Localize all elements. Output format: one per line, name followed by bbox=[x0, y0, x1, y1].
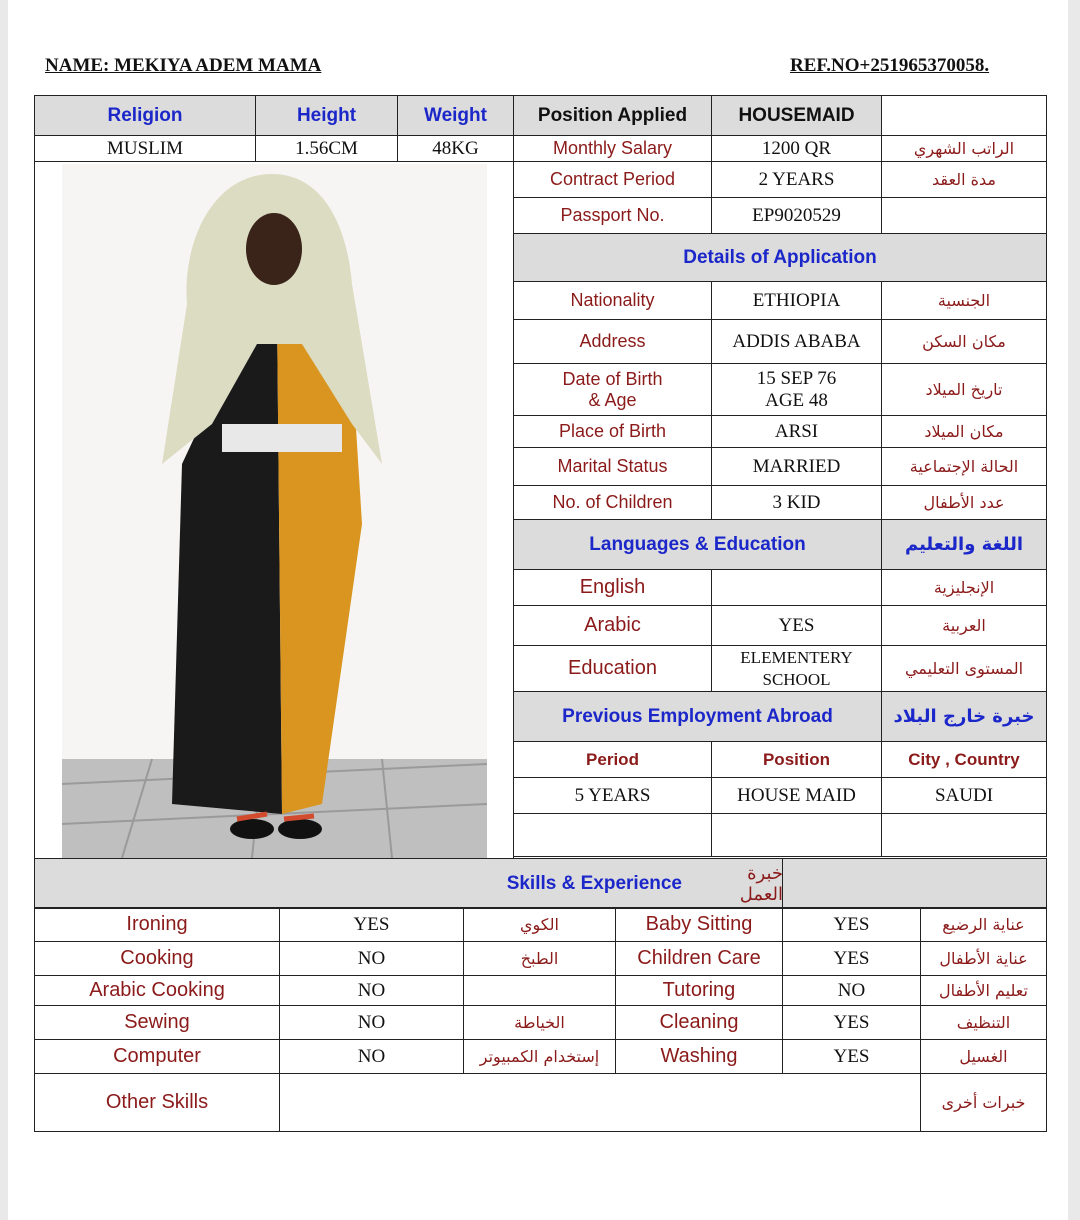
children-arabic: عدد الأطفال bbox=[882, 486, 1047, 520]
languages-section-title: Languages & Education bbox=[514, 520, 882, 570]
skill-childrencare-label: Children Care bbox=[616, 942, 783, 976]
skill-arabiccooking-arabic bbox=[464, 976, 616, 1006]
other-skills-arabic: خبرات أخرى bbox=[921, 1074, 1047, 1132]
employment-country-header: City , Country bbox=[882, 742, 1047, 778]
employment-section-title-arabic: خبرة خارج البلاد bbox=[882, 692, 1047, 742]
marital-status-label: Marital Status bbox=[514, 448, 712, 486]
skill-row bbox=[35, 976, 1047, 1006]
skills-section-title-arabic: خبرة العمل bbox=[783, 859, 1047, 909]
employment-position-header: Position bbox=[712, 742, 882, 778]
skill-cooking-arabic: الطبخ bbox=[464, 942, 616, 976]
skill-computer-label: Computer bbox=[35, 1040, 280, 1074]
skill-babysitting-label: Baby Sitting bbox=[616, 908, 783, 942]
arabic-label: Arabic bbox=[514, 606, 712, 646]
position-applied-label: Position Applied bbox=[514, 96, 712, 136]
skill-cleaning-value: YES bbox=[783, 1006, 921, 1040]
contract-period-arabic: مدة العقد bbox=[882, 162, 1047, 198]
passport-arabic bbox=[882, 198, 1047, 234]
address-value: ADDIS ABABA bbox=[712, 320, 882, 364]
skills-section-title: Skills & Experience bbox=[35, 859, 783, 909]
languages-section-title-arabic: اللغة والتعليم bbox=[882, 520, 1047, 570]
marital-status-arabic: الحالة الإجتماعية bbox=[882, 448, 1047, 486]
skill-washing-arabic: الغسيل bbox=[921, 1040, 1047, 1074]
skill-row bbox=[35, 942, 1047, 976]
height-header: Height bbox=[256, 96, 398, 136]
monthly-salary-value: 1200 QR bbox=[712, 136, 882, 162]
skill-sewing-value: NO bbox=[280, 1006, 464, 1040]
employment-section-title: Previous Employment Abroad bbox=[514, 692, 882, 742]
dob-label bbox=[514, 364, 712, 416]
dob-age: AGE 48 bbox=[765, 389, 828, 411]
education-value bbox=[712, 646, 882, 692]
other-skills-label: Other Skills bbox=[35, 1074, 280, 1132]
contract-period-label: Contract Period bbox=[514, 162, 712, 198]
weight-header: Weight bbox=[398, 96, 514, 136]
skill-washing-label: Washing bbox=[616, 1040, 783, 1074]
arabic-value: YES bbox=[712, 606, 882, 646]
skill-computer-value: NO bbox=[280, 1040, 464, 1074]
nationality-arabic: الجنسية bbox=[882, 282, 1047, 320]
skills-grid bbox=[34, 907, 1047, 1132]
skill-cooking-label: Cooking bbox=[35, 942, 280, 976]
nationality-label: Nationality bbox=[514, 282, 712, 320]
skill-tutoring-value: NO bbox=[783, 976, 921, 1006]
place-of-birth-value: ARSI bbox=[712, 416, 882, 448]
employment-position-value: HOUSE MAID bbox=[712, 778, 882, 814]
children-label: No. of Children bbox=[514, 486, 712, 520]
passport-label: Passport No. bbox=[514, 198, 712, 234]
position-applied-value: HOUSEMAID bbox=[712, 96, 882, 136]
place-of-birth-arabic: مكان الميلاد bbox=[882, 416, 1047, 448]
arabic-arabic: العربية bbox=[882, 606, 1047, 646]
skill-tutoring-arabic: تعليم الأطفال bbox=[921, 976, 1047, 1006]
religion-header: Religion bbox=[35, 96, 256, 136]
education-label: Education bbox=[514, 646, 712, 692]
monthly-salary-arabic: الراتب الشهري bbox=[882, 136, 1047, 162]
english-label: English bbox=[514, 570, 712, 606]
details-section-title: Details of Application bbox=[514, 234, 1047, 282]
address-label: Address bbox=[514, 320, 712, 364]
other-skills-value bbox=[280, 1074, 921, 1132]
skill-arabiccooking-value: NO bbox=[280, 976, 464, 1006]
skill-washing-value: YES bbox=[783, 1040, 921, 1074]
dob-value bbox=[712, 364, 882, 416]
employment-country-value: SAUDI bbox=[882, 778, 1047, 814]
skills-table bbox=[34, 858, 1047, 909]
skill-babysitting-value: YES bbox=[783, 908, 921, 942]
skill-childrencare-value: YES bbox=[783, 942, 921, 976]
skill-cleaning-label: Cleaning bbox=[616, 1006, 783, 1040]
top-info-table bbox=[34, 95, 1047, 162]
english-arabic: الإنجليزية bbox=[882, 570, 1047, 606]
passport-value: EP9020529 bbox=[712, 198, 882, 234]
dob-date: 15 SEP 76 bbox=[756, 367, 837, 389]
nationality-value: ETHIOPIA bbox=[712, 282, 882, 320]
address-arabic: مكان السكن bbox=[882, 320, 1047, 364]
skill-row bbox=[35, 908, 1047, 942]
education-level: ELEMENTERY bbox=[740, 647, 853, 667]
education-arabic: المستوى التعليمي bbox=[882, 646, 1047, 692]
dob-label-line1: Date of Birth bbox=[562, 368, 663, 389]
height-value: 1.56CM bbox=[256, 136, 398, 162]
skill-tutoring-label: Tutoring bbox=[616, 976, 783, 1006]
religion-value: MUSLIM bbox=[35, 136, 256, 162]
dob-arabic: تاريخ الميلاد bbox=[882, 364, 1047, 416]
skill-row bbox=[35, 1040, 1047, 1074]
skill-ironing-value: YES bbox=[280, 908, 464, 942]
skill-babysitting-arabic: عناية الرضيع bbox=[921, 908, 1047, 942]
skill-childrencare-arabic: عناية الأطفال bbox=[921, 942, 1047, 976]
marital-status-value: MARRIED bbox=[712, 448, 882, 486]
children-value: 3 KID bbox=[712, 486, 882, 520]
education-level-2: SCHOOL bbox=[762, 669, 831, 689]
skill-computer-arabic: إستخدام الكمبيوتر bbox=[464, 1040, 616, 1074]
skill-sewing-label: Sewing bbox=[35, 1006, 280, 1040]
skill-ironing-label: Ironing bbox=[35, 908, 280, 942]
english-value bbox=[712, 570, 882, 606]
skill-cleaning-arabic: التنظيف bbox=[921, 1006, 1047, 1040]
skill-arabiccooking-label: Arabic Cooking bbox=[35, 976, 280, 1006]
application-details-table bbox=[513, 161, 1047, 857]
skill-row bbox=[35, 1006, 1047, 1040]
candidate-name: NAME: MEKIYA ADEM MAMA bbox=[45, 55, 322, 76]
skill-sewing-arabic: الخياطة bbox=[464, 1006, 616, 1040]
monthly-salary-label: Monthly Salary bbox=[514, 136, 712, 162]
contract-period-value: 2 YEARS bbox=[712, 162, 882, 198]
skill-cooking-value: NO bbox=[280, 942, 464, 976]
reference-number: REF.NO+251965370058. bbox=[790, 55, 990, 76]
dob-label-line2: & Age bbox=[588, 389, 637, 410]
employment-period-header: Period bbox=[514, 742, 712, 778]
cv-page bbox=[8, 0, 1068, 1220]
place-of-birth-label: Place of Birth bbox=[514, 416, 712, 448]
employment-period-value: 5 YEARS bbox=[514, 778, 712, 814]
weight-value: 48KG bbox=[398, 136, 514, 162]
skill-ironing-arabic: الكوي bbox=[464, 908, 616, 942]
